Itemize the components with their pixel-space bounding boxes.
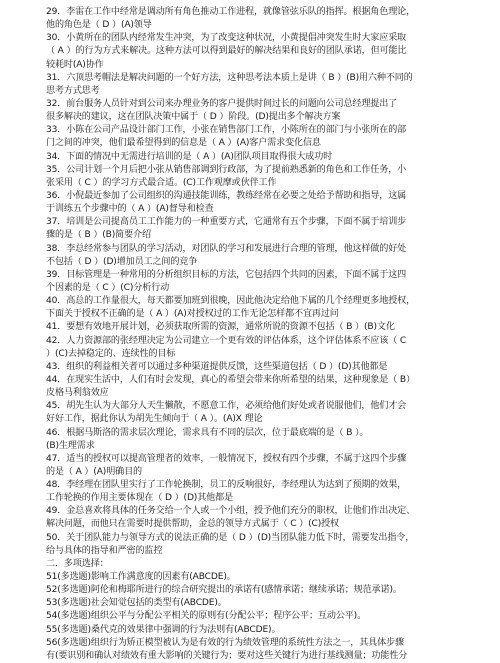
text-line: 46．根据马斯洛的需求层次理论，需求具有不同的层次，位于最底端的是（ B ）。: [46, 427, 369, 438]
text-line: 二．多项选择：: [46, 558, 109, 569]
text-line: 56(多选题)组织行为矫正模型被认为是有效的行为绩效管理的系统性方法之一，其具体步骤: [46, 637, 404, 648]
document-text-block: [46, 6, 494, 663]
text-line: 30．小黄所在的团队内经常发生冲突，为了改变这种状况，小黄提倡冲突发生时大家应采取: [46, 33, 407, 44]
text-line: 给与具体的指导和严密的监控: [46, 545, 163, 556]
text-line: 36．小倪最近参加了公司组织的沟通技能训练，教练经常在必要之处给予帮助和指导，这属: [46, 190, 407, 201]
text-line: 50．关于团队能力与领导方式的说法正确的是（ D ）(D)当团队能力低下时，需要发出指令，: [46, 532, 415, 543]
text-line: 39．目标管理是一种常用的分析组织目标的方法，它包括四个共同的因素，下面不属于这四: [46, 269, 407, 280]
text-line: 工作轮换的作用主要体现在（ D ）(D)其他都是: [46, 493, 233, 504]
text-line: 47．适当的授权可以提高管理者的效率，一般情况下，授权有四个步骤，不属于这四个步骤: [46, 453, 407, 464]
text-line: 41．要想有效地开展计划，必须获取所需的资源，通常所说的资源不包括（ B ）(B)文化: [46, 322, 395, 333]
text-line: 张采用（ C ）的学习方式最合适。(C)工作观摩或伙伴工作: [46, 177, 277, 188]
text-line: 43．组织的利益相关者可以通过多种渠道提供反馈，这些渠道包括（ D ）(D)其他都是: [46, 361, 388, 372]
text-line: 的是（ A ）(A)明确目的: [46, 466, 142, 477]
text-line: 32．前台服务人员针对到公司来办理业务的客户提供时间过长的问题向公司总经理提出了: [46, 98, 398, 109]
text-line: 38．李总经常参与团队的学习活动，对团队的学习和发展进行合理的管理，他这样做的好处: [46, 243, 407, 254]
text-line: （ A ）的行为方式来解决。这种方法可以得到最好的解决结果和良好的团队承诺，但可能比: [46, 46, 407, 57]
text-line: 53(多选题)社会知觉包括的类型有(ABCDE)。: [46, 598, 227, 609]
text-line: 44．在现实生活中，人们有时会发现，真心的希望会带来你所希望的结果，这种现象是（ B）: [46, 374, 415, 385]
text-line: 思考方式思考: [46, 85, 100, 96]
page-margin: [0, 0, 30, 566]
text-line: 下面关于授权不正确的是（ A ）(A)对授权过的工作无论怎样都不宜再过问: [46, 309, 339, 320]
text-line: 较耗时(A)协作: [46, 59, 104, 70]
text-line: 解决问题，而他只在需要时提供帮助，金总的领导方式属于（ C ）(C)授权: [46, 519, 339, 530]
text-line: 52(多选题)阿伦和梅耶所进行的综合研究提出的承诺有(感情承诺；继续承诺；规范承诺)。: [46, 585, 402, 596]
text-line: 48．李经理在团队里实行了工作轮换制，员工的反响很好，李经理认为达到了预期的效果，: [46, 480, 407, 491]
text-line: 45．胡先生认为大部分人天生懒散，不愿意工作，必须给他们好处或者说服他们，他们才会: [46, 401, 407, 412]
text-line: 29．李雷在工作中经常是调动所有角色推动工作进程，就像管弦乐队的指挥。根据角色理论，: [46, 7, 416, 17]
text-line: 34．下面的情况中无需进行培训的是（ A ）(A)团队项目取得很大成功时: [46, 151, 333, 162]
text-line: 好好工作，据此你认为胡先生倾向于（ A ）。(A)X 理论: [46, 414, 263, 425]
text-line: 54(多选题)组织公平与分配公平相关的原则有(分配公平；程序公平；互动公平)。: [46, 611, 367, 622]
text-line: 51(多选题)影响工作满意度的因素有(ABCDE)。: [46, 572, 236, 583]
text-line: 35．公司计划一个月后把小张从销售部调到行政部，为了提前熟悉新的角色和工作任务，小: [46, 164, 407, 175]
text-line: 个因素的是（ C ）(C)分析行动: [46, 282, 170, 293]
text-line: 不包括（ D ）(D)增加员工之间的竞争: [46, 256, 198, 267]
text-line: (B)生理需求: [46, 440, 95, 451]
text-line: 骤的是（ B ）(B)简要介绍: [46, 230, 151, 241]
text-line: 很多解决的建议，这在团队决策中属于（ D ）阶段。(D)提出多个解决方案: [46, 112, 341, 123]
text-line: 有(要识别和确认对绩效有重大影响的关键行为；要对这些关键行为进行基线测量；功能性分: [46, 650, 408, 661]
text-line: 于训练五个步骤中的（ A ）(A)督导和检查: [46, 204, 214, 215]
text-line: 37．培训是公司提高员工工作能力的一种重要方式，它通常有五个步骤，下面不属于培训步: [46, 217, 407, 228]
text-line: 皮格马利翁效应: [46, 388, 109, 399]
text-line: 55(多选题)桑代克的效果律中强调的行为法则有(ABCDE)。: [46, 624, 281, 635]
text-line: 49．金总喜欢将具体的任务交给一个人或一个小组，授予他们充分的职权，让他们作出决定、: [46, 506, 416, 517]
text-line: 他的角色是（ D ）(A)领导: [46, 20, 152, 31]
text-line: 40．高总的工作量很大，每天都要加班到很晚，因此他决定给他下属的几个经理更多地授权，: [46, 296, 416, 307]
text-line: ）(C)去掉稳定的、连续性的目标: [46, 348, 176, 359]
text-line: 31．六顶思考帽法是解决问题的一个好方法，这种思考法本质上是讲（ B ）(B)用六种不同的: [46, 72, 413, 83]
text-line: 42．人力资源部的张经理决定为公司建立一个更有效的评估体系，这个评估体系不应该（ C: [46, 335, 407, 346]
text-line: 门之间的冲突，他们最希望得到的信息是（ A ）(A)客户需求变化信息: [46, 138, 321, 149]
text-line: 33．小陈在公司产品设计部门工作，小张在销售部门工作，小陈所在的部门与小张所在的部: [46, 125, 407, 136]
